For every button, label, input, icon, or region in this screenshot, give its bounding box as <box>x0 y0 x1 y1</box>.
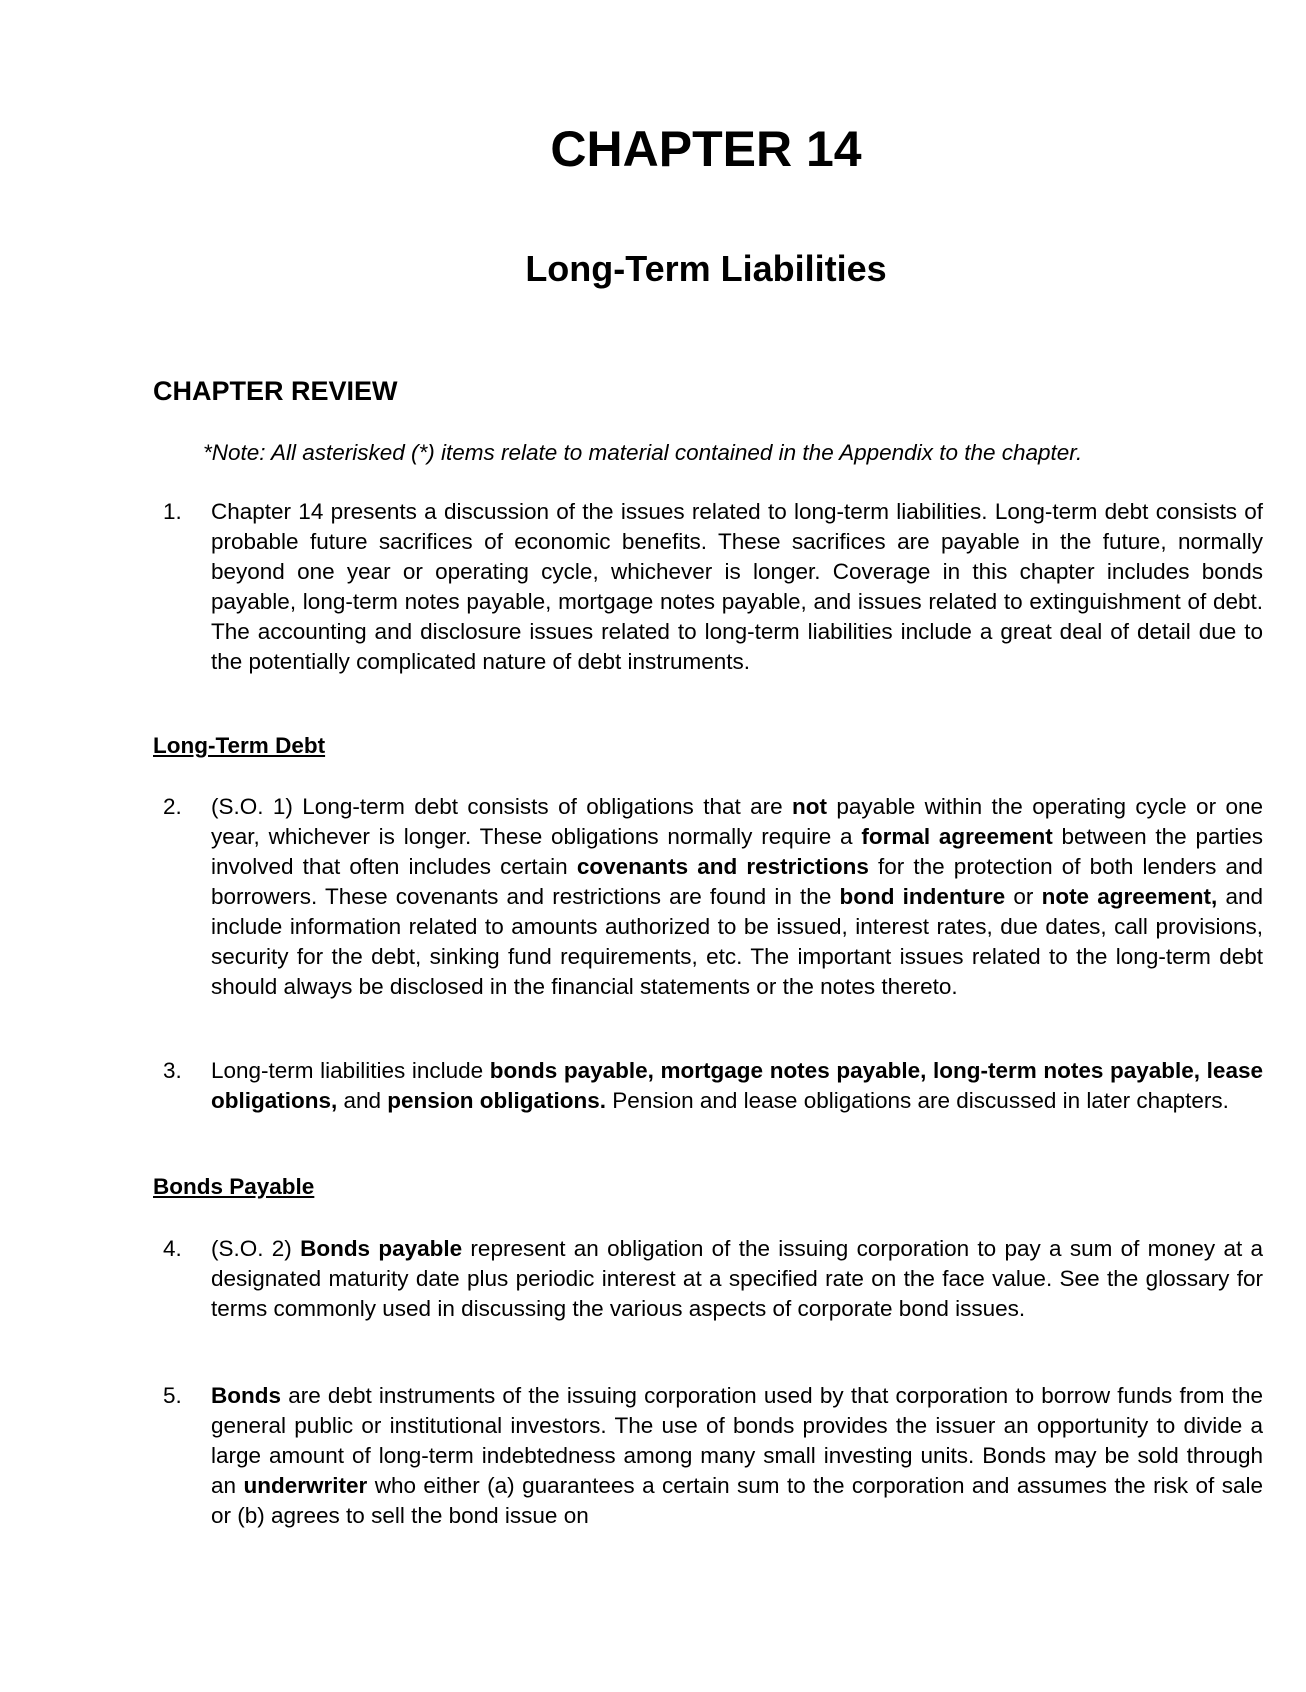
text-run: Pension and lease obligations are discussed in later chapters. <box>606 1088 1229 1113</box>
item-number: 3. <box>163 1058 182 1083</box>
item-paragraph <box>211 1234 1263 1324</box>
bold-term: underwriter <box>243 1473 368 1498</box>
text-run: for the protection of both lenders and borrowers. These covenants and restrictions are found in the <box>211 854 1263 909</box>
bold-term: pension obligations. <box>387 1088 607 1113</box>
bold-term: bonds payable, mortgage notes payable, long-term notes payable, lease obligations, <box>211 1058 1263 1113</box>
item-paragraph <box>211 1056 1263 1116</box>
text-run: or <box>1005 884 1042 909</box>
text-run: (S.O. 1) Long-term debt consists of obligations that are <box>211 794 793 819</box>
text-run: Chapter 14 presents a discussion of the issues related to long-term liabilities. Long-term debt consists of probable future sacrifices of economic benefits. These sacrifices are payable in the future, normally beyond one year or operating cycle, whichever is longer. Coverage in this chapter includes bonds payable, long-term notes payable, mortgage notes payable, and issues related to extinguishment of debt. The accounting and disclosure issues related to long-term liabilities include a great deal of detail due to the potentially complicated nature of debt instruments. <box>211 499 1263 674</box>
bold-term: not <box>792 794 828 819</box>
section-heading-bonds-payable: Bonds Payable <box>153 1174 315 1199</box>
text-run: between the parties involved that often includes certain <box>211 824 1263 879</box>
item-number: 5. <box>163 1383 182 1408</box>
item-number: 2. <box>163 794 182 819</box>
text-run: are debt instruments of the issuing corporation used by that corporation to borrow funds from the general public or institutional investors. The use of bonds provides the issuer an opportunity to divide a large amount of long-term indebtedness among many small investing units. Bonds may be sold through an <box>211 1383 1263 1498</box>
text-run: payable within the operating cycle or one year, whichever is longer. These obligations normally require a <box>211 794 1263 849</box>
chapter-subtitle: Long-Term Liabilities <box>525 248 887 289</box>
item-number: 1. <box>163 499 182 524</box>
text-run: and include information related to amounts authorized to be issued, interest rates, due dates, call provisions, security for the debt, sinking fund requirements, etc. The important issues related to the long-term debt should always be disclosed in the financial statements or the notes thereto. <box>211 884 1264 999</box>
bold-term: covenants and restrictions <box>576 854 869 879</box>
item-number: 4. <box>163 1236 182 1261</box>
item-paragraph <box>211 1381 1263 1531</box>
item-paragraph <box>211 497 1263 677</box>
text-run: Long-term liabilities include <box>211 1058 490 1083</box>
section-heading-long-term-debt: Long-Term Debt <box>153 733 326 758</box>
appendix-note: *Note: All asterisked (*) items relate to material contained in the Appendix to the chapter. <box>203 440 1083 465</box>
chapter-title: CHAPTER 14 <box>550 121 862 177</box>
bold-term: Bonds payable <box>300 1236 463 1261</box>
bold-term: formal agreement <box>861 824 1053 849</box>
bold-term: Bonds <box>211 1383 281 1408</box>
bold-term: note agreement, <box>1041 884 1218 909</box>
text-run: who either (a) guarantees a certain sum to the corporation and assumes the risk of sale or (b) agrees to sell the bond issue on <box>211 1473 1263 1528</box>
text-run: and <box>337 1088 388 1113</box>
text-run: represent an obligation of the issuing corporation to pay a sum of money at a designated maturity date plus periodic interest at a specified rate on the face value. See the glossary for terms commonly used in discussing the various aspects of corporate bond issues. <box>211 1236 1264 1321</box>
text-run: (S.O. 2) <box>211 1236 301 1261</box>
chapter-review-heading: CHAPTER REVIEW <box>153 376 398 406</box>
item-paragraph <box>211 792 1263 1002</box>
bold-term: bond indenture <box>839 884 1006 909</box>
